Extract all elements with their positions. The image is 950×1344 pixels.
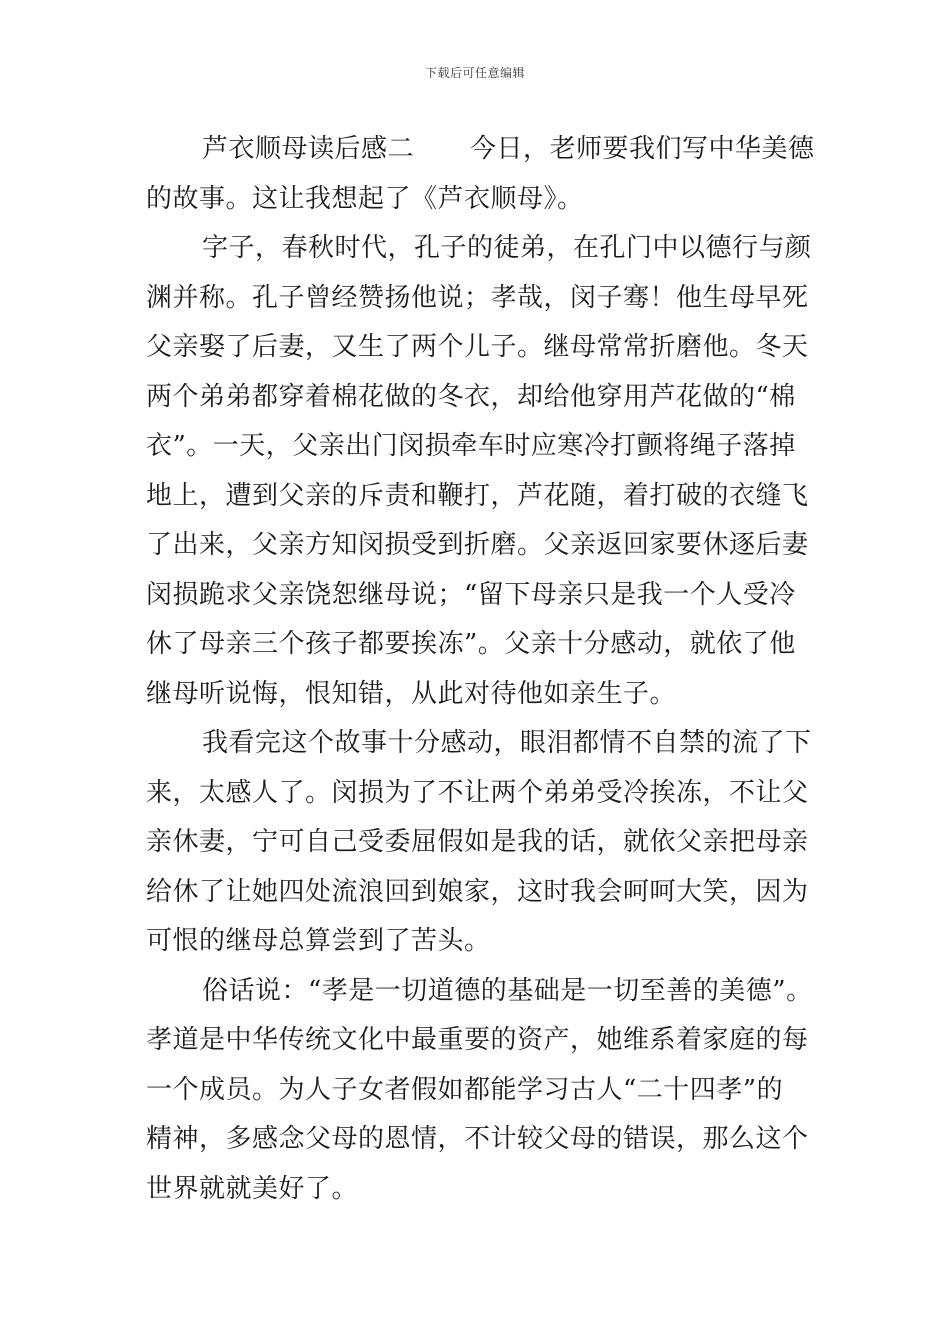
paragraph-line: 字子，春秋时代，孔子的徒弟，在孔门中以德行与颜 — [202, 233, 812, 263]
paragraph-line: 衣”。一天，父亲出门闵损牵车时应寒冷打颤将绳子落掉 — [146, 431, 796, 461]
paragraph-line: 父亲娶了后妻，又生了两个儿子。继母常常折磨他。冬天 — [146, 332, 809, 362]
paragraph-line: 了出来，父亲方知闵损受到折磨。父亲返回家要休逐后妻 — [146, 530, 809, 560]
paragraph-line: 精神，多感念父母的恩情，不计较父母的错误，那么这个 — [146, 1124, 809, 1154]
paragraph-line: 俗话说：“孝是一切道德的基础是一切至善的美德”。 — [202, 975, 813, 1006]
paragraph-line: 来，太感人了。闵损为了不让两个弟弟受冷挨冻，不让父 — [146, 777, 809, 808]
paragraph-line: 休了母亲三个孩子都要挨冻”。父亲十分感动，就依了他 — [146, 629, 796, 659]
paragraph-line: 我看完这个故事十分感动，眼泪都情不自禁的流了下 — [202, 728, 812, 758]
paragraph-line: 给休了让她四处流浪回到娘家，这时我会呵呵大笑，因为 — [146, 876, 809, 907]
page-header: 下载后可任意编辑 — [424, 66, 525, 80]
paragraph-line: 世界就就美好了。 — [146, 1173, 359, 1204]
paragraph-line: 两个弟弟都穿着棉花做的冬衣，却给他穿用芦花做的“棉 — [146, 381, 796, 412]
document-body — [146, 125, 814, 1214]
paragraph-line: 的故事。这让我想起了《芦衣顺母》。 — [146, 183, 584, 214]
line-text: 今日，老师要我们写中华美德 — [470, 134, 815, 164]
paragraph-line — [146, 125, 814, 175]
paragraph-line: 继母听说悔，恨知错，从此对待他如亲生子。 — [146, 678, 677, 709]
document-title: 芦衣顺母读后感二 — [202, 134, 415, 164]
paragraph-line: 孝道是中华传统文化中最重要的资产，她维系着家庭的每 — [146, 1025, 809, 1055]
paragraph-line: 渊并称。孔子曾经赞扬他说；孝哉，闵子骞！他生母早死 — [146, 282, 809, 313]
paragraph-line: 亲休妻，宁可自己受委屈假如是我的话，就依父亲把母亲 — [146, 827, 809, 857]
paragraph-4 — [146, 967, 814, 1215]
paragraph-3 — [146, 719, 814, 967]
paragraph-line: 可恨的继母总算尝到了苦头。 — [146, 926, 491, 956]
paragraph-1 — [146, 125, 814, 224]
paragraph-line: 地上，遭到父亲的斥责和鞭打，芦花随，着打破的衣缝飞 — [146, 480, 809, 511]
paragraph-line: 一个成员。为人子女者假如都能学习古人“二十四孝”的 — [146, 1074, 784, 1105]
paragraph-line: 闵损跪求父亲饶恕继母说；“留下母亲只是我一个人受冷 — [146, 579, 796, 610]
paragraph-2 — [146, 224, 814, 719]
